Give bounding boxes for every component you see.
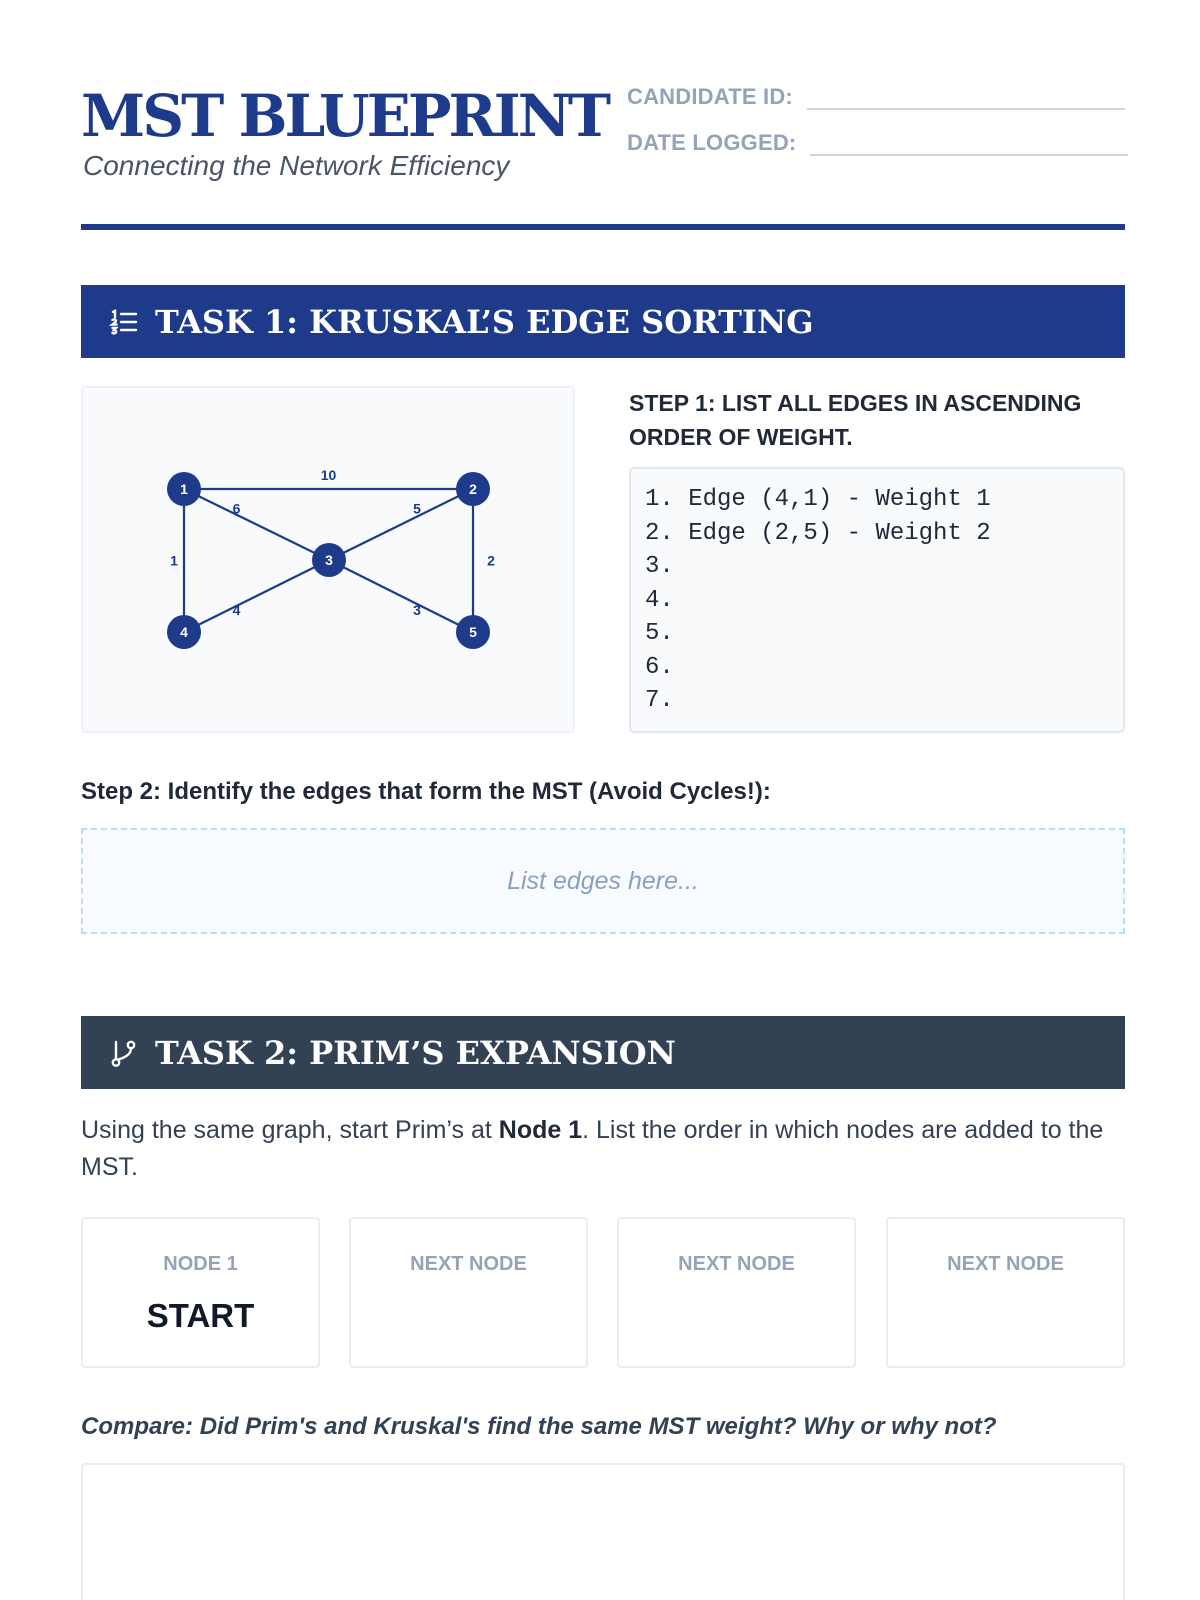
page-subtitle: Connecting the Network Efficiency: [83, 150, 510, 181]
node-order-card-3[interactable]: [617, 1217, 856, 1368]
date-logged-label: DATE LOGGED:: [627, 130, 797, 155]
candidate-id-row: [627, 84, 1125, 110]
page-title: MST BLUEPRINT: [81, 82, 608, 150]
edge-list-item: 6.: [645, 653, 674, 681]
edge-list-box[interactable]: [629, 467, 1125, 733]
node-card-caption: NEXT NODE: [678, 1253, 795, 1275]
weighted-graph: [83, 388, 577, 735]
edge-weight-label: 6: [232, 500, 241, 517]
node-order-card-1[interactable]: [81, 1217, 320, 1368]
date-logged-field[interactable]: [810, 132, 1128, 156]
compare-question: Compare: Did Prim's and Kruskal's find the same MST weight? Why or why not?: [81, 1413, 997, 1440]
branch-icon: [109, 1038, 139, 1068]
edge-list-item: 2. Edge (2,5) - Weight 2: [645, 519, 991, 547]
task1-header: [81, 285, 1125, 358]
task2-header: [81, 1016, 1125, 1089]
node-card-value: START: [146, 1297, 255, 1334]
graph-edge-4-3: [184, 560, 329, 632]
edge-list-item: 7.: [645, 687, 674, 714]
step1-instruction: STEP 1: LIST ALL EDGES IN ASCENDING ORDER OF WEIGHT.: [629, 390, 1082, 450]
edge-weight-label: 3: [413, 602, 421, 618]
graph-edge-1-3: [184, 489, 329, 560]
task2-instructions: [81, 1112, 1125, 1186]
task2-title: TASK 2: PRIM’S EXPANSION: [155, 1033, 676, 1072]
edge-weight-label: 4: [232, 602, 241, 618]
graph-node-label: 4: [180, 624, 188, 640]
edge-list-item: 5.: [645, 620, 674, 647]
intro-start-node: Node 1: [498, 1116, 583, 1144]
node-order-card-4[interactable]: [886, 1217, 1125, 1368]
node-card-caption: NEXT NODE: [410, 1253, 527, 1275]
graph-node-label: 2: [469, 481, 477, 497]
graph-edge-3-5: [329, 560, 473, 632]
edge-weight-label: 1: [170, 552, 178, 569]
graph-node-label: 1: [180, 481, 188, 497]
date-logged-row: [627, 130, 1128, 156]
task1-title: TASK 1: KRUSKAL’S EDGE SORTING: [155, 302, 814, 341]
node-card-caption: NODE 1: [163, 1253, 238, 1275]
edge-weight-label: 10: [320, 467, 337, 483]
list-icon: [109, 307, 139, 337]
intro-text-start: Using the same graph, start Prim’s at: [81, 1116, 499, 1144]
worksheet-header: [81, 84, 1125, 234]
mst-edges-placeholder: List edges here...: [507, 866, 699, 895]
node-order-card-2[interactable]: [349, 1217, 588, 1368]
compare-answer-field[interactable]: [81, 1463, 1125, 1600]
edge-list-item: 1. Edge (4,1) - Weight 1: [645, 486, 991, 513]
step2-instruction: Step 2: Identify the edges that form the MST (Avoid Cycles!):: [81, 778, 771, 805]
edge-weight-label: 2: [487, 552, 495, 569]
edge-weight-label: 5: [413, 500, 421, 517]
graph-node-label: 3: [325, 552, 333, 568]
candidate-id-label: CANDIDATE ID:: [627, 84, 793, 109]
mst-edges-answer-field[interactable]: [81, 828, 1125, 934]
intro-text-end: . List the order in which nodes are added to the MST.: [81, 1116, 1104, 1181]
candidate-id-field[interactable]: [807, 86, 1125, 110]
edge-list-item: 3.: [645, 553, 674, 580]
graph-node-label: 5: [469, 624, 477, 640]
graph-panel: [81, 386, 575, 733]
header-divider: [81, 224, 1125, 230]
node-card-caption: NEXT NODE: [947, 1253, 1064, 1275]
edge-list-item: 4.: [645, 586, 674, 614]
graph-edge-2-3: [329, 489, 473, 560]
